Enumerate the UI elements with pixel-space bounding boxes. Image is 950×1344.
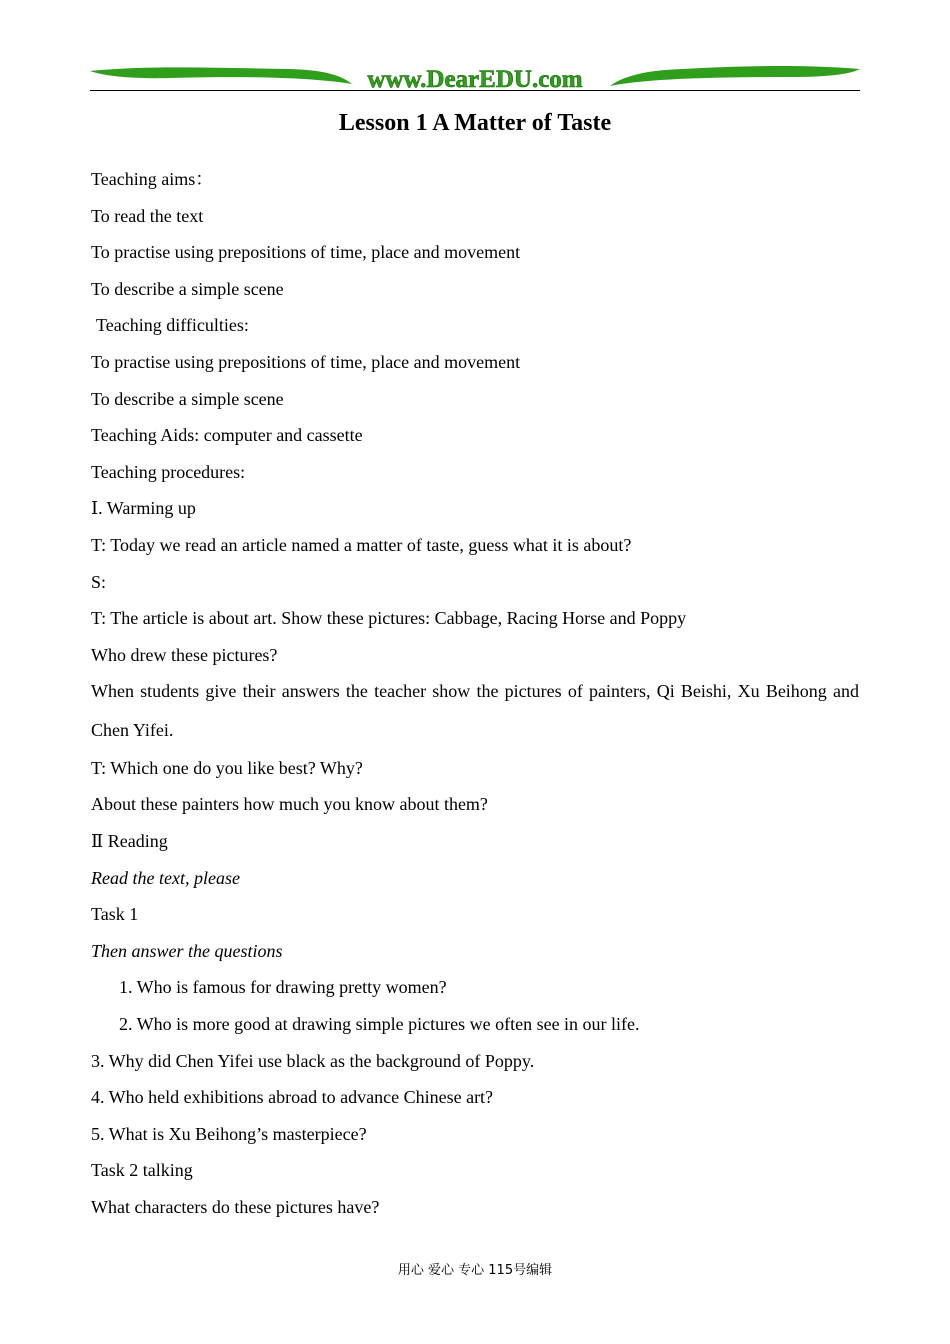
step-heading-warming-up: Ⅰ. Warming up [91,498,196,519]
numbered-question: 3. Why did Chen Yifei use black as the background of Poppy. [91,1050,535,1071]
instruction-line: Then answer the questions [91,940,283,961]
instruction-paragraph: When students give their answers the teacher show the pictures of painters, Qi Beishi, Xu Beihong and Chen Yifei. [91,681,859,741]
task-heading: Task 2 talking [91,1160,193,1181]
aim-item: To read the text [91,205,204,226]
difficulty-item: To describe a simple scene [91,388,284,409]
numbered-question: 2. Who is more good at drawing simple pictures we often see in our life. [119,1013,640,1034]
step-heading-reading: Ⅱ Reading [91,831,168,851]
left-swoosh-icon [90,67,352,84]
question-line: About these painters how much you know about them? [91,794,488,815]
difficulty-item: To practise using prepositions of time, place and movement [91,351,521,372]
question-line: Who drew these pictures? [91,644,278,665]
aim-item: To describe a simple scene [91,278,284,299]
teaching-aids: Teaching Aids: computer and cassette [91,425,363,446]
site-header-banner [90,62,860,92]
aim-item: To practise using prepositions of time, place and movement [91,242,521,263]
numbered-question: 5. What is Xu Beihong’s masterpiece? [91,1123,367,1144]
section-heading-aims: Teaching aims： [91,169,214,189]
instruction-line: Read the text, please [91,867,240,888]
site-logo-text: www.DearEDU.com [367,66,583,92]
dialogue-line: T: Which one do you like best? Why? [91,757,363,778]
dialogue-line: T: The article is about art. Show these pictures: Cabbage, Racing Horse and Poppy [91,608,687,629]
right-swoosh-icon [610,66,860,86]
question-line: What characters do these pictures have? [91,1196,380,1217]
dialogue-line: S: [91,571,107,592]
page-title: Lesson 1 A Matter of Taste [338,110,612,136]
document-body [91,168,859,1233]
numbered-question: 1. Who is famous for drawing pretty women? [119,977,447,998]
page-footer: 用心 爱心 专心 115号编辑 [397,1263,553,1278]
header-divider [90,90,860,91]
section-heading-procedures: Teaching procedures: [91,461,246,482]
dialogue-line: T: Today we read an article named a matter of taste, guess what it is about? [91,534,632,555]
task-heading: Task 1 [91,904,139,925]
section-heading-difficulties: Teaching difficulties: [96,315,249,336]
header-swoosh-graphic [90,62,860,92]
numbered-question: 4. Who held exhibitions abroad to advance Chinese art? [91,1087,494,1108]
